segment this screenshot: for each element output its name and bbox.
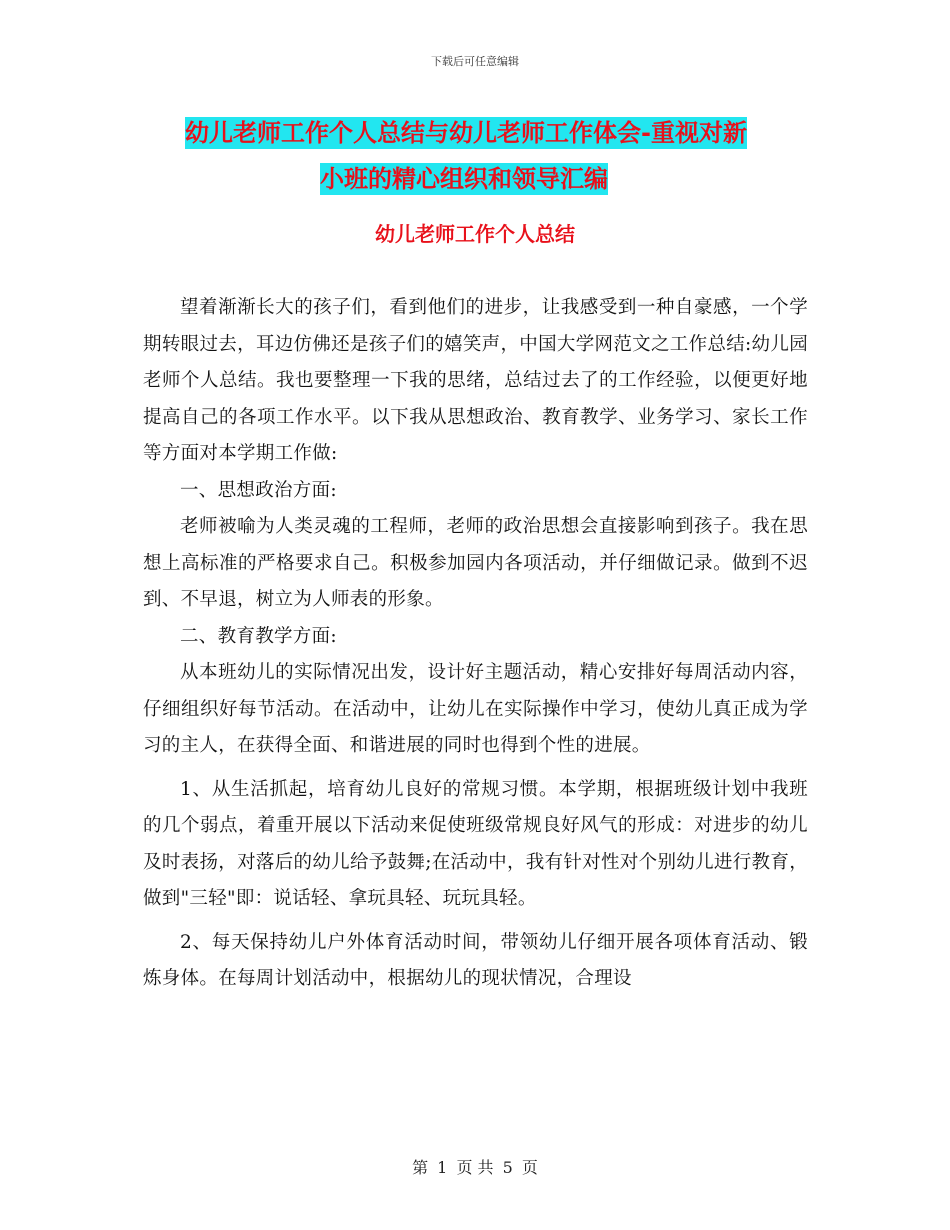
paragraph-item-2: 2、每天保持幼儿户外体育活动时间，带领幼儿仔细开展各项体育活动、锻炼身体。在每周计划活动中，根据幼儿的现状情况，合理设	[143, 931, 808, 989]
heading-political: 一、思想政治方面:	[180, 479, 337, 501]
footer-page-number: 1	[437, 1158, 448, 1177]
paragraph-teaching: 从本班幼儿的实际情况出发，设计好主题活动，精心安排好每周活动内容，仔细组织好每节活动。在活动中，让幼儿在实际操作中学习，使幼儿真正成为学习的主人，在获得全面、和谐进展的同时也得到个性的进展。	[143, 662, 808, 756]
title-line-2-text: 小班的精心组织和领导汇编	[320, 165, 608, 193]
header-note: 下载后可任意编辑	[431, 55, 519, 68]
page-number-footer	[0, 1155, 950, 1178]
paragraph-item-1: 1、从生活抓起，培育幼儿良好的常规习惯。本学期，根据班级计划中我班的几个弱点，着重开展以下活动来促使班级常规良好风气的形成：对进步的幼儿及时表扬，对落后的幼儿给予鼓舞;在活动中，我有针对性对个别幼儿进行教育，做到"三轻"即：说话轻、拿玩具轻、玩玩具轻。	[143, 778, 808, 909]
document-title	[150, 110, 830, 202]
section-title: 幼儿老师工作个人总结	[375, 222, 575, 246]
title-line-2	[320, 156, 830, 202]
footer-prefix: 第	[412, 1158, 429, 1177]
footer-total-pages: 5	[502, 1158, 513, 1177]
footer-suffix: 页	[521, 1158, 538, 1177]
document-body	[143, 290, 808, 998]
paragraph-intro: 望着渐渐长大的孩子们，看到他们的进步，让我感受到一种自豪感，一个学期转眼过去，耳边仿佛还是孩子们的嬉笑声，中国大学网范文之工作总结:幼儿园老师个人总结。我也要整理一下我的思绪，总结过去了的工作经验，以便更好地提高自己的各项工作水平。以下我从思想政治、教育教学、业务学习、家长工作等方面对本学期工作做:	[143, 297, 808, 464]
footer-middle: 页 共	[456, 1158, 494, 1177]
heading-teaching: 二、教育教学方面:	[180, 625, 337, 647]
title-line-1	[185, 110, 830, 156]
paragraph-political: 老师被喻为人类灵魂的工程师，老师的政治思想会直接影响到孩子。我在思想上高标准的严格要求自己。积极参加园内各项活动，并仔细做记录。做到不迟到、不早退，树立为人师表的形象。	[143, 516, 808, 610]
title-line-1-text: 幼儿老师工作个人总结与幼儿老师工作体会-重视对新	[185, 119, 747, 147]
